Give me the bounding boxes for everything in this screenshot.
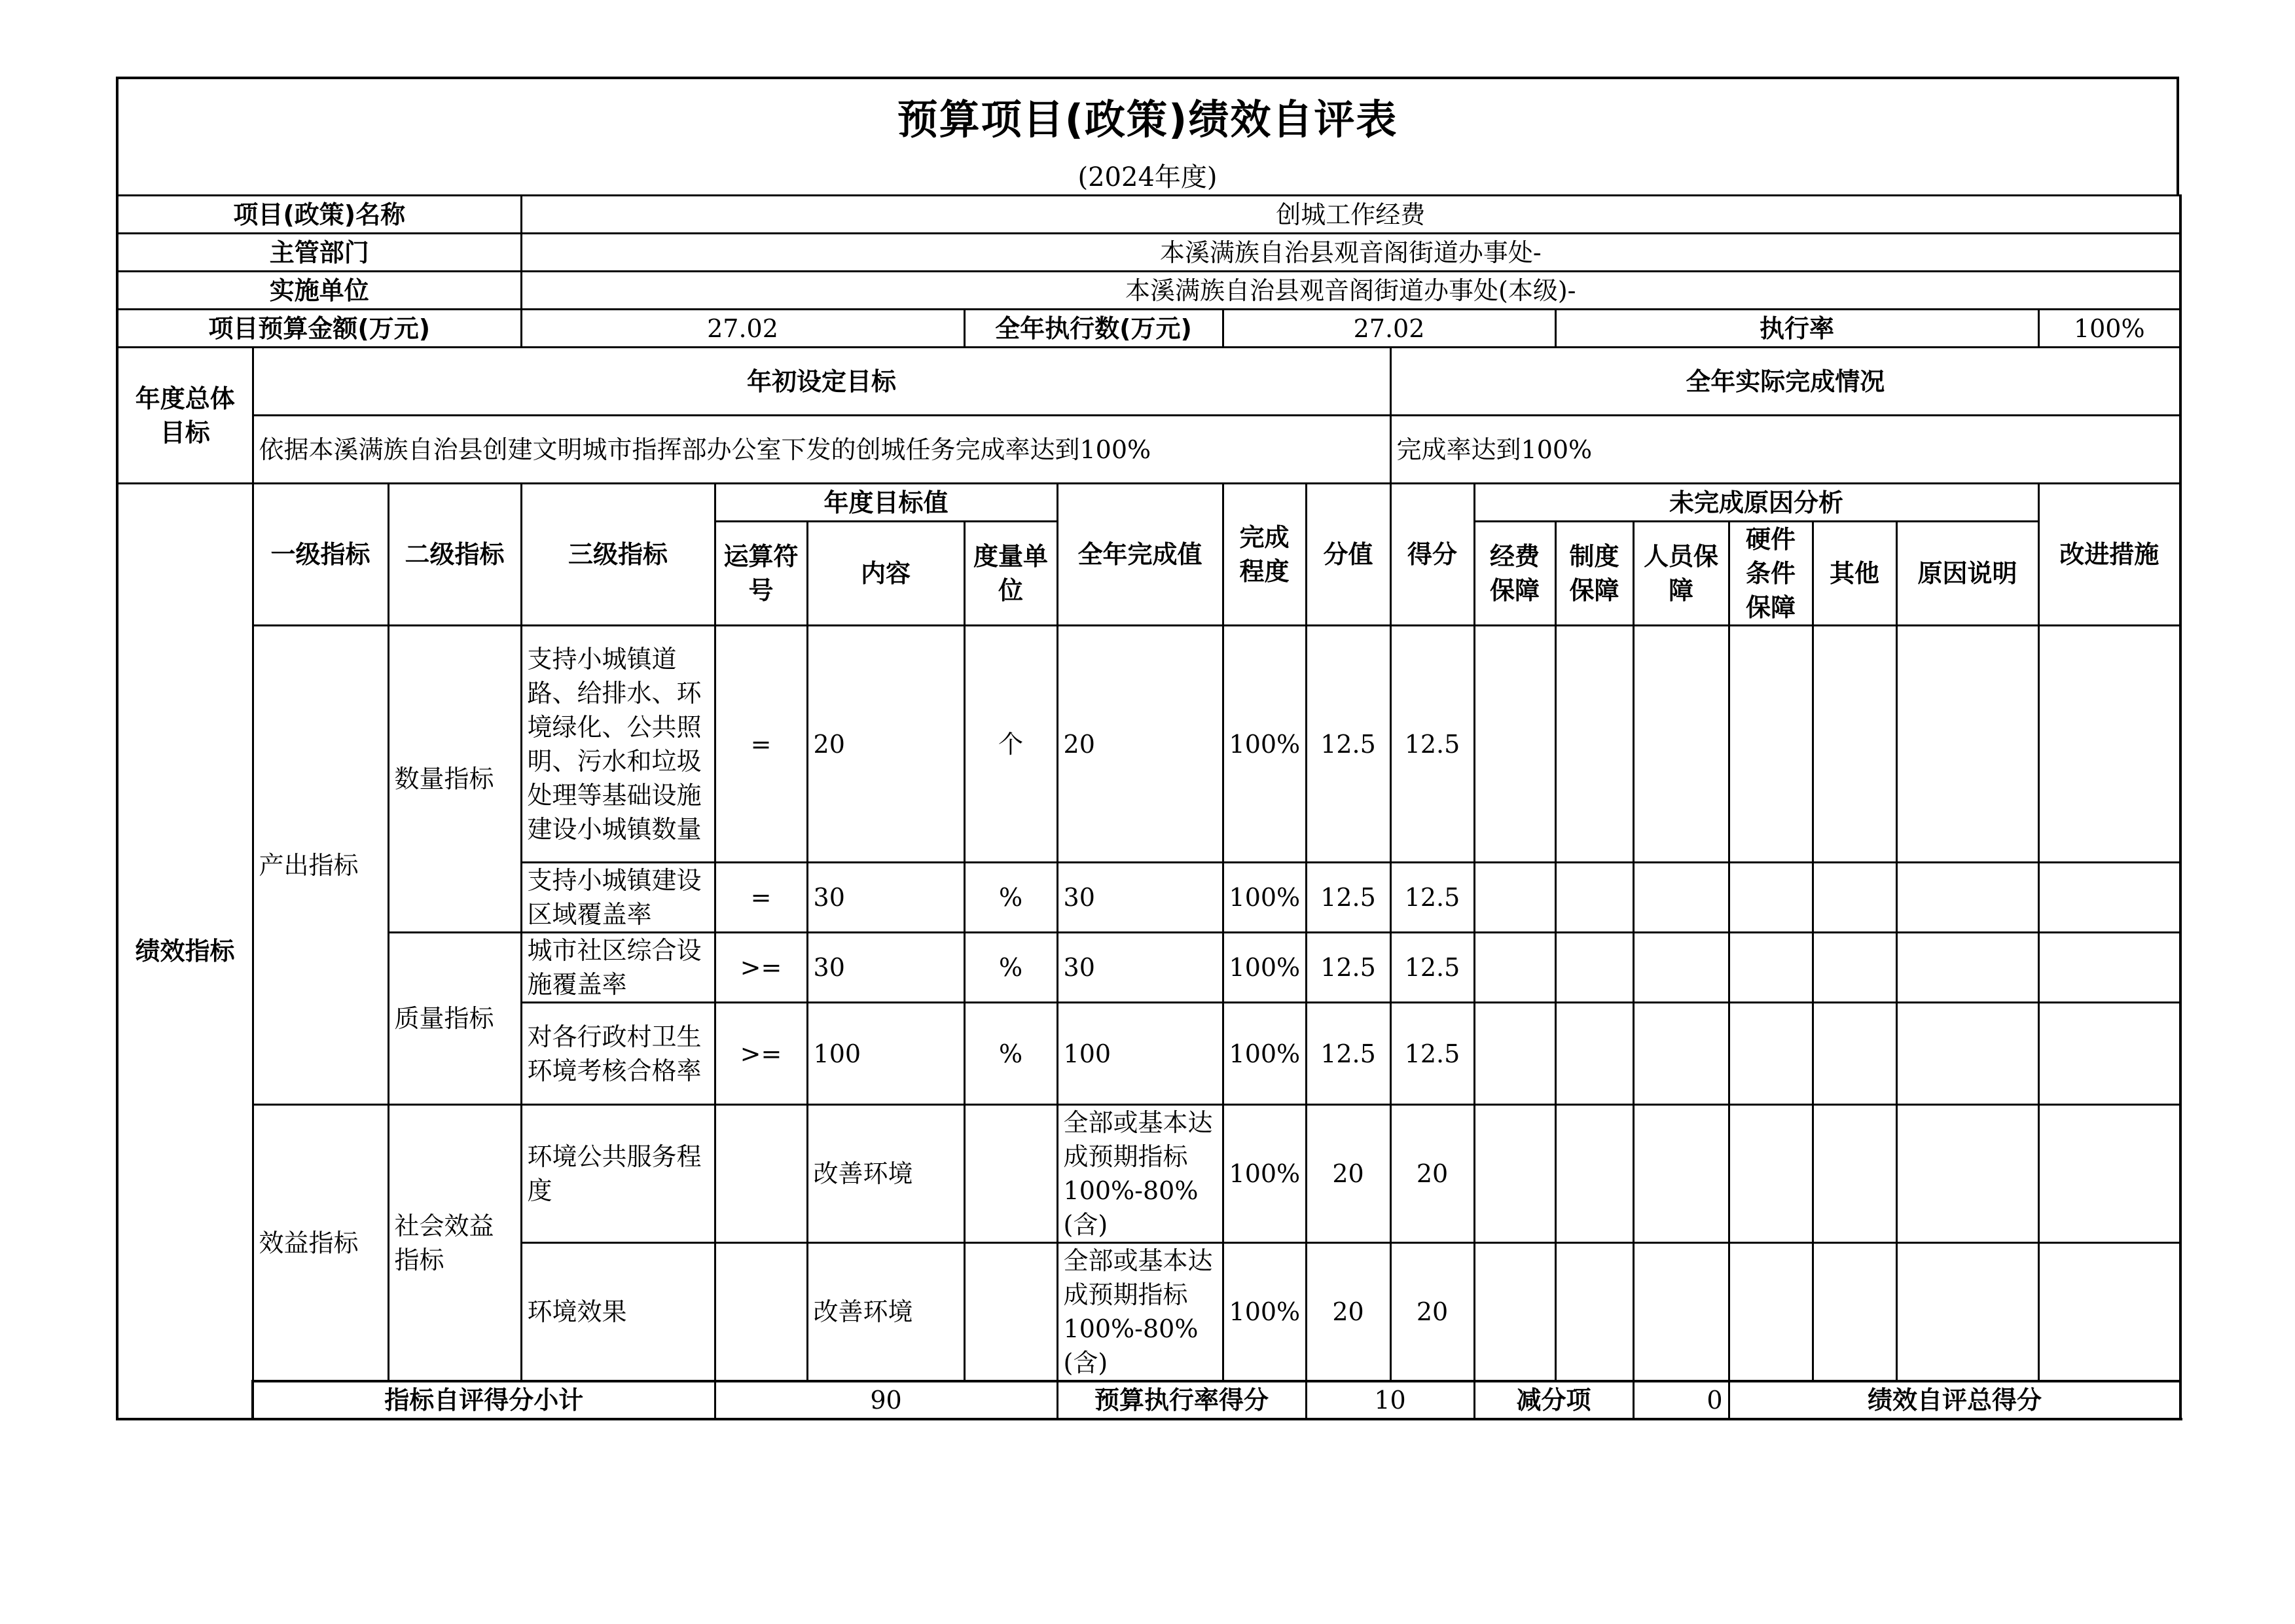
indicator-annual-value: 30 [1057, 863, 1223, 933]
header-level3: 三级指标 [521, 484, 715, 626]
level2-social: 社会效益指标 [388, 1105, 521, 1382]
deduction-label: 减分项 [1474, 1381, 1633, 1419]
indicator-operator [715, 1105, 807, 1243]
subtotal-label: 指标自评得分小计 [253, 1381, 715, 1419]
indicator-unit [964, 1243, 1057, 1382]
indicator-name: 城市社区综合设施覆盖率 [521, 933, 715, 1003]
indicator-unit [964, 1105, 1057, 1243]
header-system: 制度保障 [1555, 522, 1633, 626]
indicator-unit: % [964, 933, 1057, 1003]
header-funding: 经费保障 [1474, 522, 1555, 626]
indicator-header-row-1 [117, 484, 2180, 522]
header-other: 其他 [1813, 522, 1896, 626]
header-hardware: 硬件条件保障 [1729, 522, 1813, 626]
header-points: 分值 [1306, 484, 1390, 626]
table-row [117, 1105, 2180, 1243]
indicator-content: 30 [807, 863, 964, 933]
indicator-content: 改善环境 [807, 1243, 964, 1382]
indicator-score: 20 [1390, 1105, 1474, 1243]
header-score: 得分 [1390, 484, 1474, 626]
unit-row [117, 272, 2180, 310]
department-label: 主管部门 [117, 234, 521, 272]
indicator-content: 改善环境 [807, 1105, 964, 1243]
level1-output: 产出指标 [253, 626, 388, 1105]
indicator-section-label: 绩效指标 [117, 484, 253, 1420]
executed-value: 27.02 [1223, 310, 1555, 348]
indicator-content: 100 [807, 1003, 964, 1105]
header-level2: 二级指标 [388, 484, 521, 626]
budget-score-label: 预算执行率得分 [1057, 1381, 1306, 1419]
evaluation-sheet [116, 77, 2179, 1420]
indicator-unit: 个 [964, 626, 1057, 863]
initial-goal-text: 依据本溪满族自治县创建文明城市指挥部办公室下发的创城任务完成率达到100% [253, 416, 1390, 484]
footer-row [117, 1381, 2180, 1419]
indicator-operator: >= [715, 1003, 807, 1105]
subtotal-value: 90 [715, 1381, 1057, 1419]
level1-benefit: 效益指标 [253, 1105, 388, 1382]
header-reason-note: 原因说明 [1896, 522, 2038, 626]
header-content: 内容 [807, 522, 964, 626]
indicator-name: 支持小城镇建设区域覆盖率 [521, 863, 715, 933]
indicator-operator: = [715, 863, 807, 933]
indicator-unit: % [964, 863, 1057, 933]
indicator-points: 12.5 [1306, 626, 1390, 863]
indicator-score: 12.5 [1390, 863, 1474, 933]
indicator-operator: >= [715, 933, 807, 1003]
year-subtitle: (2024年度) [1077, 162, 1218, 192]
header-improvement: 改进措施 [2038, 484, 2180, 626]
indicator-name: 环境公共服务程度 [521, 1105, 715, 1243]
budget-value: 27.02 [521, 310, 964, 348]
header-unit: 度量单位 [964, 522, 1057, 626]
indicator-points: 12.5 [1306, 933, 1390, 1003]
unit-value: 本溪满族自治县观音阁街道办事处(本级)- [521, 272, 2180, 310]
indicator-name: 环境效果 [521, 1243, 715, 1382]
actual-goal-text: 完成率达到100% [1390, 416, 2180, 484]
indicator-annual-value: 100 [1057, 1003, 1223, 1105]
budget-label: 项目预算金额(万元) [117, 310, 521, 348]
header-annual-value: 全年完成值 [1057, 484, 1223, 626]
header-reason-analysis: 未完成原因分析 [1474, 484, 2038, 522]
level2-quantity: 数量指标 [388, 626, 521, 933]
indicator-completion: 100% [1223, 1003, 1306, 1105]
actual-goal-label: 全年实际完成情况 [1390, 348, 2180, 416]
header-completion: 完成程度 [1223, 484, 1306, 626]
indicator-operator [715, 1243, 807, 1382]
total-score-label: 绩效自评总得分 [1729, 1381, 2180, 1419]
indicator-content: 30 [807, 933, 964, 1003]
goals-header-row [117, 348, 2180, 416]
rate-label: 执行率 [1555, 310, 2038, 348]
executed-label: 全年执行数(万元) [964, 310, 1223, 348]
indicator-score: 12.5 [1390, 626, 1474, 863]
indicator-operator: = [715, 626, 807, 863]
header-operator: 运算符号 [715, 522, 807, 626]
header-staff: 人员保障 [1633, 522, 1729, 626]
indicator-score: 12.5 [1390, 933, 1474, 1003]
level2-quality: 质量指标 [388, 933, 521, 1105]
department-row [117, 234, 2180, 272]
title-block [116, 77, 2179, 194]
goals-section-label: 年度总体目标 [117, 348, 253, 484]
project-name-label: 项目(政策)名称 [117, 196, 521, 234]
indicator-score: 12.5 [1390, 1003, 1474, 1105]
budget-row [117, 310, 2180, 348]
indicator-completion: 100% [1223, 933, 1306, 1003]
header-level1: 一级指标 [253, 484, 388, 626]
indicator-completion: 100% [1223, 863, 1306, 933]
department-value: 本溪满族自治县观音阁街道办事处- [521, 234, 2180, 272]
indicator-annual-value: 20 [1057, 626, 1223, 863]
project-name-value: 创城工作经费 [521, 196, 2180, 234]
goals-content-row [117, 416, 2180, 484]
project-name-row [117, 196, 2180, 234]
budget-score-value: 10 [1306, 1381, 1474, 1419]
indicator-completion: 100% [1223, 1105, 1306, 1243]
indicator-points: 12.5 [1306, 863, 1390, 933]
initial-goal-label: 年初设定目标 [253, 348, 1390, 416]
unit-label: 实施单位 [117, 272, 521, 310]
indicator-points: 20 [1306, 1243, 1390, 1382]
indicator-unit: % [964, 1003, 1057, 1105]
table-row [117, 626, 2180, 863]
indicator-name: 支持小城镇道路、给排水、环境绿化、公共照明、污水和垃圾处理等基础设施建设小城镇数量 [521, 626, 715, 863]
indicator-completion: 100% [1223, 1243, 1306, 1382]
indicator-annual-value: 全部或基本达成预期指标100%-80%(含) [1057, 1105, 1223, 1243]
indicator-content: 20 [807, 626, 964, 863]
page-title: 预算项目(政策)绩效自评表 [897, 96, 1398, 143]
deduction-value: 0 [1633, 1381, 1729, 1419]
rate-value: 100% [2038, 310, 2180, 348]
indicator-annual-value: 全部或基本达成预期指标100%-80%(含) [1057, 1243, 1223, 1382]
indicator-points: 12.5 [1306, 1003, 1390, 1105]
evaluation-table [116, 194, 2182, 1420]
indicator-completion: 100% [1223, 626, 1306, 863]
table-row [117, 933, 2180, 1003]
indicator-name: 对各行政村卫生环境考核合格率 [521, 1003, 715, 1105]
indicator-annual-value: 30 [1057, 933, 1223, 1003]
indicator-score: 20 [1390, 1243, 1474, 1382]
indicator-points: 20 [1306, 1105, 1390, 1243]
header-annual-target: 年度目标值 [715, 484, 1057, 522]
